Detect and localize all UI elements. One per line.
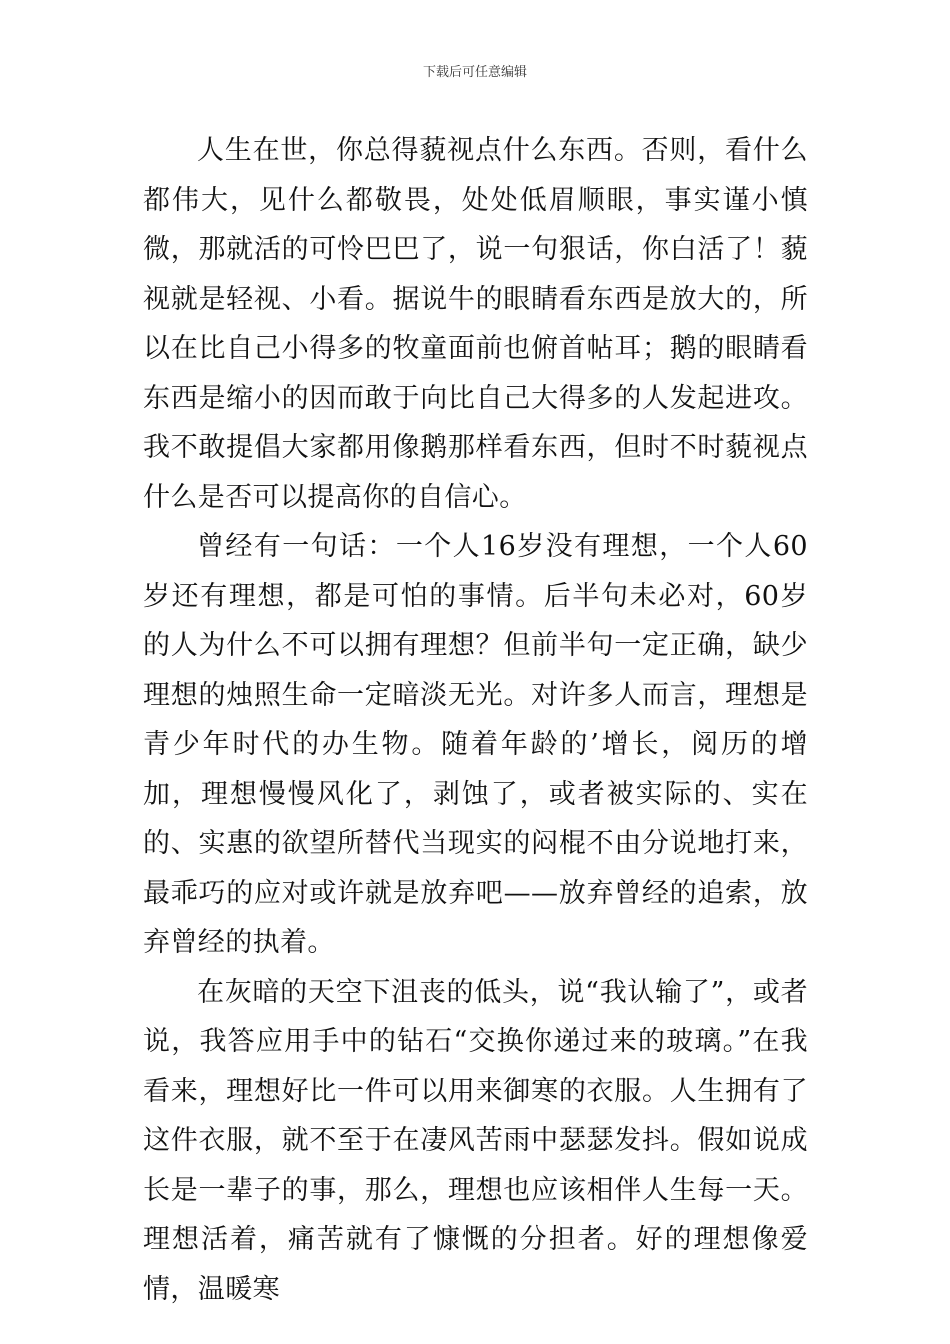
paragraph-2: 曾经有一句话：一个人16岁没有理想，一个人60岁还有理想，都是可怕的事情。后半句未必对，60岁的人为什么不可以拥有理想？但前半句一定正确，缺少理想的烛照生命一定暗淡无光。对许多人而言，理想是青少年时代的办生物。随着年龄的’增长，阅历的增加，理想慢慢风化了，剥蚀了，或者被实际的、实在的、实惠的欲望所替代当现实的闷棍不由分说地打来，最乖巧的应对或许就是放弃吧——放弃曾经的追索，放弃曾经的执着。 (143, 531, 808, 958)
page-header: 下载后可任意编辑 (422, 65, 527, 80)
paragraph-1: 人生在世，你总得藐视点什么东西。否则，看什么都伟大，见什么都敬畏，处处低眉顺眼，事实谨小慎微，那就活的可怜巴巴了，说一句狠话，你白活了！藐视就是轻视、小看。据说牛的眼睛看东西是放大的，所以在比自己小得多的牧童面前也俯首帖耳；鹅的眼睛看东西是缩小的因而敢于向比自己大得多的人发起进攻。我不敢提倡大家都用像鹅那样看东西，但时不时藐视点什么是否可以提高你的自信心。 (143, 135, 808, 513)
paragraph-3: 在灰暗的天空下沮丧的低头，说“我认输了”，或者说，我答应用手中的钻石“交换你递过来的玻璃。”在我看来，理想好比一件可以用来御寒的衣服。人生拥有了这件衣服，就不至于在凄风苦雨中瑟瑟发抖。假如说成长是一辈子的事，那么，理想也应该相伴人生每一天。理想活着，痛苦就有了慷慨的分担者。好的理想像爱情，温暖寒 (143, 976, 808, 1305)
document-body (143, 126, 808, 1314)
